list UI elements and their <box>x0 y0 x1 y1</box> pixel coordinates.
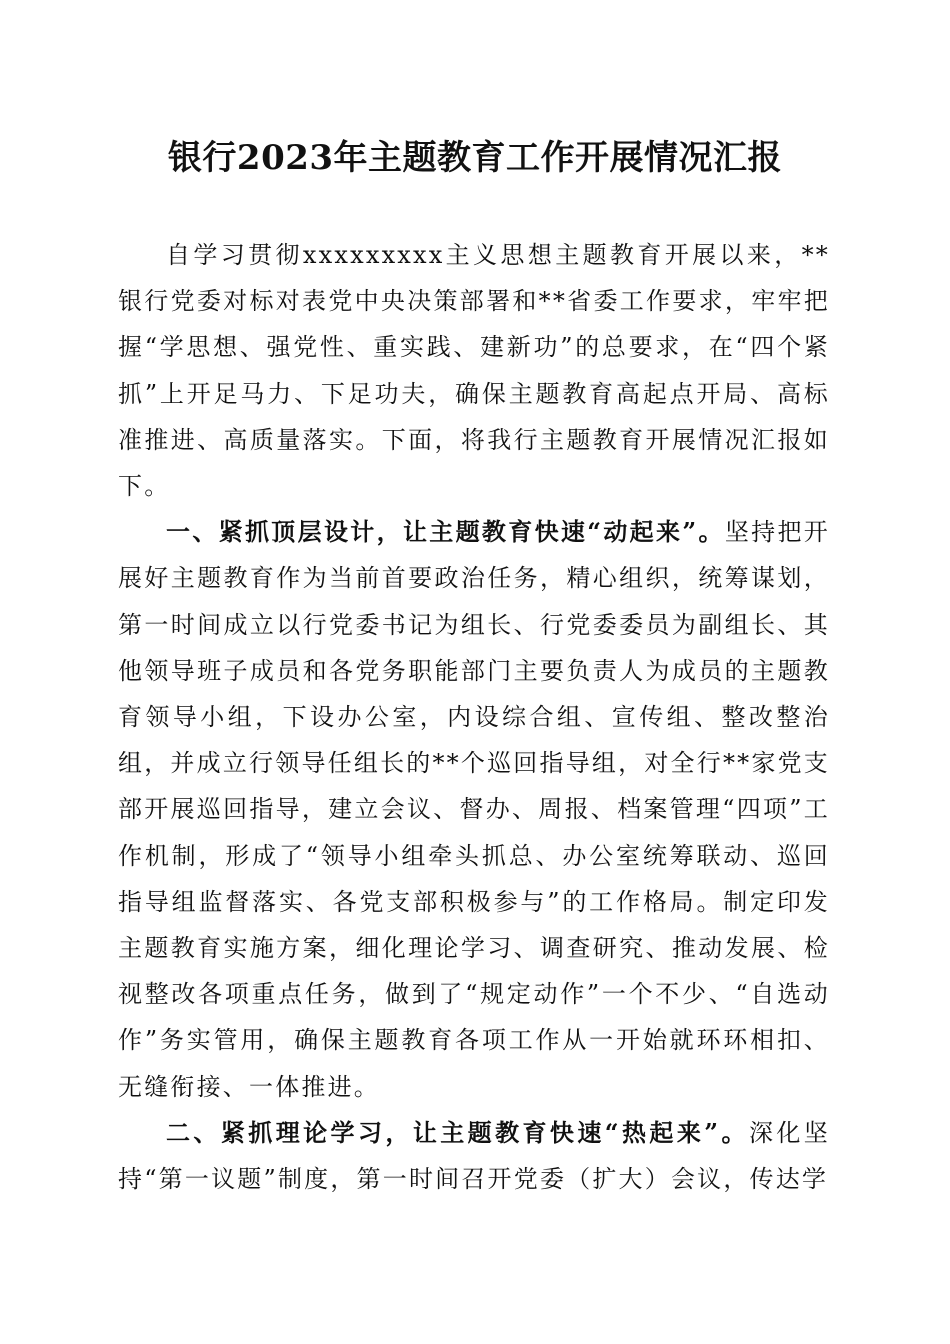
section-paragraph-2 <box>118 1110 830 1202</box>
section-body-1: 坚持把开展好主题教育作为当前首要政治任务，精心组织，统筹谋划，第一时间成立以行党委书记为组长、行党委委员为副组长、其他领导班子成员和各党务职能部门主要负责人为成员的主题教育领导小组，下设办公室，内设综合组、宣传组、整改整治组，并成立行领导任组长的**个巡回指导组，对全行**家党支部开展巡回指导，建立会议、督办、周报、档案管理“四项”工作机制，形成了“领导小组牵头抓总、办公室统筹联动、巡回指导组监督落实、各党支部积极参与”的工作格局。制定印发主题教育实施方案，细化理论学习、调查研究、推动发展、检视整改各项重点任务，做到了“规定动作”一个不少、“自选动作”务实管用，确保主题教育各项工作从一开始就环环相扣、无缝衔接、一体推进。 <box>118 518 830 1101</box>
section-heading-2: 二、紧抓理论学习，让主题教育快速“热起来”。 <box>166 1117 749 1147</box>
section-heading-1: 一、紧抓顶层设计，让主题教育快速“动起来”。 <box>166 517 725 547</box>
document-title: 银行2023年主题教育工作开展情况汇报 <box>167 138 783 178</box>
document-body <box>118 232 830 1202</box>
section-body-2: 深化坚持“第一议题”制度，第一时间召开党委（扩大）会议，传达学 <box>118 1118 830 1194</box>
intro-paragraph: 自学习贯彻xxxxxxxxx主义思想主题教育开展以来，**银行党委对标对表党中央决策部署和**省委工作要求，牢牢把握“学思想、强党性、重实践、建新功”的总要求，在“四个紧抓”上开足马力、下足功夫，确保主题教育高起点开局、高标准推进、高质量落实。下面，将我行主题教育开展情况汇报如下。 <box>118 241 830 501</box>
section-paragraph-1 <box>118 509 830 1110</box>
